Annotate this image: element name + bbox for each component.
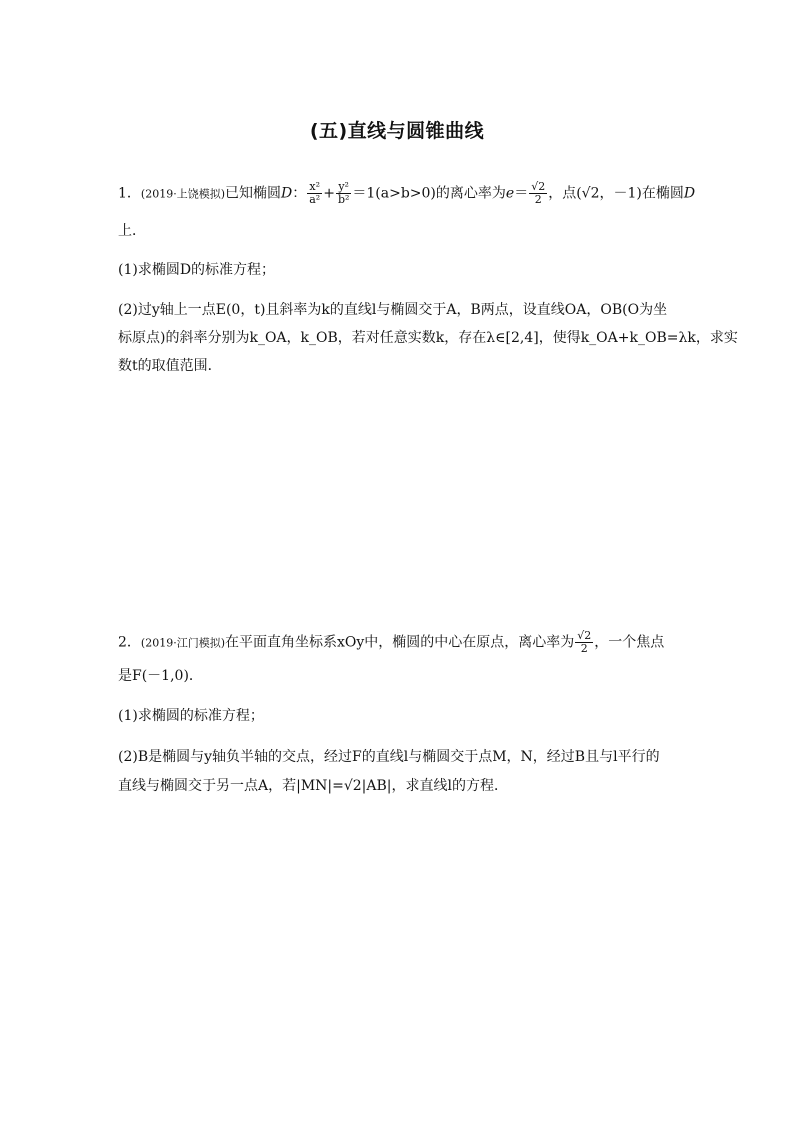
q1-frac-e-den: 2 xyxy=(534,193,542,206)
q2-text-a: 在平面直角坐标系xOy中，椭圆的中心在原点，离心率为 xyxy=(225,634,575,651)
q1-part-1: (1)求椭圆D的标准方程； xyxy=(118,262,276,278)
q2-part-1: (1)求椭圆的标准方程； xyxy=(118,708,264,724)
q1-text-a: 已知椭圆 xyxy=(225,185,281,202)
q1-frac-x-den: a² xyxy=(309,193,321,206)
q2-number: 2． xyxy=(118,634,141,651)
q2-frac-e-num: √2 xyxy=(577,629,592,642)
q1-part-2-line-2: 标原点)的斜率分别为k_OA，k_OB，若对任意实数k，存在λ∈[2,4]，使得k_OA+k_OB=λk，求实 xyxy=(118,330,738,346)
q1-colon: ： xyxy=(292,185,307,202)
q1-frac-y-num: y² xyxy=(336,181,351,194)
q2-part-2-line-1: (2)B是椭圆与y轴负半轴的交点，经过F的直线l与椭圆交于点M，N，经过B且与l平行的 xyxy=(118,749,660,765)
q1-eq-tail: ＝1(a>b>0)的离心率为 xyxy=(352,185,506,202)
q1-number: 1． xyxy=(118,185,141,202)
q2-source: (2019·江门模拟) xyxy=(140,636,225,650)
q1-text-b: ，点(√2，－1)在椭圆 xyxy=(548,185,684,202)
q2-part-2-line-2: 直线与椭圆交于另一点A，若|MN|=√2|AB|，求直线l的方程． xyxy=(118,778,508,794)
q1-source: (2019·上饶模拟) xyxy=(140,187,225,201)
q1-line-2: 上． xyxy=(118,223,146,239)
q1-frac-e-num: √2 xyxy=(531,180,546,193)
q1-var-e: e xyxy=(505,185,515,202)
q1-frac-x xyxy=(307,181,322,206)
q1-frac-e xyxy=(529,181,547,206)
page-title: (五)直线与圆锥曲线 xyxy=(309,120,485,142)
q1-frac-y xyxy=(336,181,351,206)
q1-plus: + xyxy=(323,185,335,202)
q2-frac-e xyxy=(575,630,593,655)
q2-line-1 xyxy=(118,630,683,655)
q1-equals: ＝ xyxy=(514,185,529,202)
q1-frac-y-den: b² xyxy=(337,193,350,206)
q1-line-1 xyxy=(118,180,696,206)
q2-text-b: ，一个焦点 xyxy=(594,634,665,651)
q1-part-2-line-3: 数t的取值范围． xyxy=(118,358,222,374)
q1-frac-x-num: x² xyxy=(307,181,322,194)
q2-frac-e-den: 2 xyxy=(580,642,588,655)
q1-var-d: D xyxy=(281,185,293,202)
q1-var-d2: D xyxy=(683,185,696,202)
q2-line-2: 是F(－1,0)． xyxy=(118,668,203,684)
q1-part-2-line-1: (2)过y轴上一点E(0，t)且斜率为k的直线l与椭圆交于A，B两点，设直线OA，OB(O为坐 xyxy=(118,302,668,318)
